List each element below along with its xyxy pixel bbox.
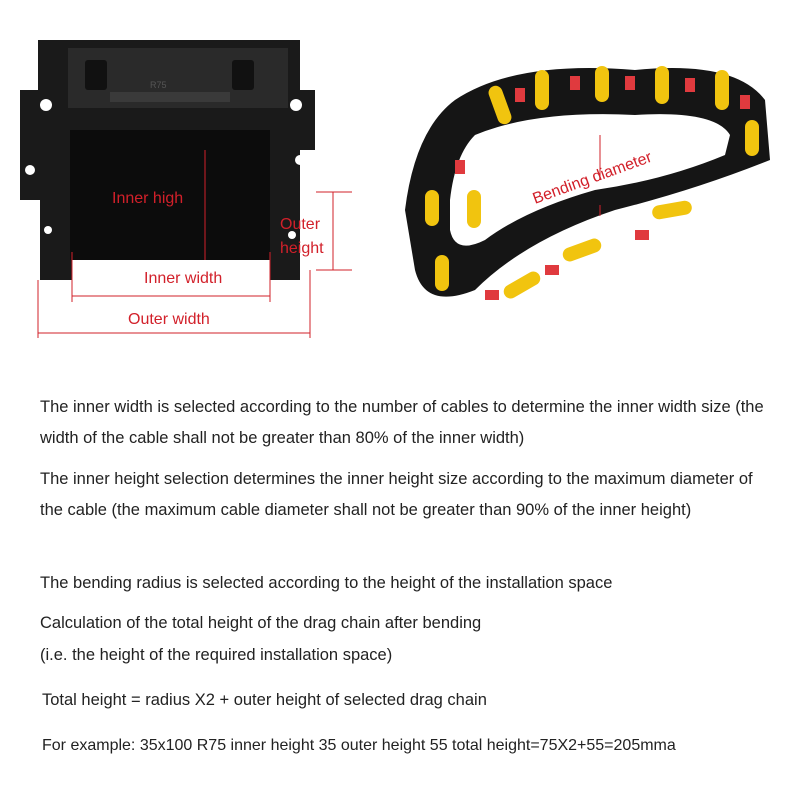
inner-high-label: Inner high bbox=[112, 190, 184, 207]
paragraph-total-height: Total height = radius X2 + outer height of selected drag chain bbox=[42, 691, 487, 709]
paragraph-example: For example: 35x100 R75 inner height 35 outer height 55 total height=75X2+55=205mma bbox=[42, 737, 676, 754]
outer-height-label-line2: height bbox=[280, 240, 324, 257]
outer-height-label-line1: Outer bbox=[280, 216, 321, 233]
drag-chain-illustration bbox=[395, 40, 795, 330]
paragraph-calculation-line1: Calculation of the total height of the drag chain after bending bbox=[40, 614, 482, 632]
paragraph-inner-width: The inner width is selected according to the number of cables to determine the inner width size (the width of the cable shall not be greater than 80% of the inner width) bbox=[40, 398, 764, 447]
bending-diameter-label: Bending diameter bbox=[530, 148, 655, 208]
part-mark: R75 bbox=[150, 80, 167, 90]
outer-width-label: Outer width bbox=[128, 311, 210, 328]
paragraph-calculation-line2: (i.e. the height of the required installation space) bbox=[40, 646, 393, 664]
paragraph-bending-radius: The bending radius is selected according to the height of the installation space bbox=[40, 574, 613, 592]
paragraph-inner-height: The inner height selection determines the inner height size according to the maximum diameter of the cable (the maximum cable diameter shall not be greater than 90% of the inner height) bbox=[40, 470, 753, 519]
inner-width-label: Inner width bbox=[144, 270, 223, 287]
